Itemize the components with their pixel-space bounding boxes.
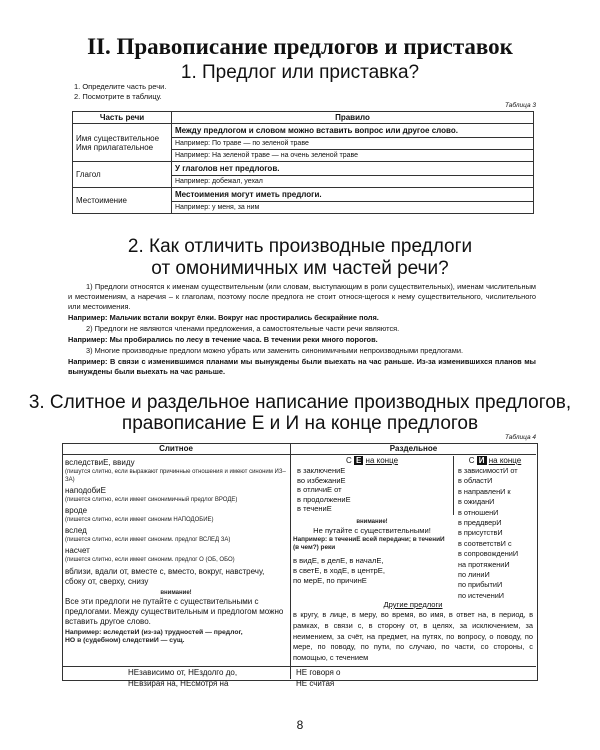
right-example: Например: в течениЕ всей передачи; в течениИ (в чем?) реки bbox=[293, 536, 445, 551]
left-adverbs: вблизи, вдали от, вместе с, вместо, вокруг, навстречу, сбоку от, сверху, снизу bbox=[65, 567, 265, 586]
i-word: в ожиданИ bbox=[458, 497, 495, 507]
page-number: 8 bbox=[296, 718, 304, 732]
other-prepositions: в кругу, в лице, в меру, во время, во имя, в ответ на, в период, в рамках, в связи с, в сторону от, в целях, за исключением, за неимением, за счёт, на предмет, на путях, по вопросу, о поводу, по мере, по поводу, по пути, по случаю, по части, со стороны, с помощью, с течением bbox=[293, 610, 533, 663]
section2-example: Например: В связи с изменившимся планами мы вынуждены были выехать на час раньше. Из-за изменившихся планов мы вынуждены были выехать на час раньше. bbox=[68, 357, 536, 376]
table-row bbox=[73, 162, 534, 188]
right-warning-block bbox=[293, 518, 451, 586]
right-nouns: в светЕ, в ходЕ, в центрЕ, bbox=[293, 566, 385, 575]
left-warning: Все эти предлоги не путайте с существительными с предлогами. Между существительным и предлогом можно вставить другое слово. bbox=[65, 597, 284, 626]
section2-title-line1: 2. Как отличить производные предлоги bbox=[127, 236, 473, 257]
e-header-suffix: на конце bbox=[365, 456, 399, 465]
i-header-letter: И bbox=[478, 456, 485, 465]
right-attention: внимание! bbox=[356, 519, 388, 525]
e-word: в продолжениЕ bbox=[297, 494, 351, 504]
left-word: наподобиЕ bbox=[65, 486, 106, 495]
section3-title-line2: правописание Е и И на конце предлогов bbox=[121, 413, 479, 434]
right-nouns: в видЕ, в делЕ, в началЕ, bbox=[293, 556, 384, 565]
right-warning: Не путайте с существительными! bbox=[313, 526, 431, 535]
bottom-right-line: НЕ считая bbox=[296, 679, 335, 688]
table3-example: Например: у меня, за ним bbox=[175, 204, 260, 211]
i-word: по прибытиИ bbox=[458, 580, 503, 590]
e-word: в отличиЕ от bbox=[297, 485, 342, 494]
table-row bbox=[73, 188, 534, 214]
table4-bottom-divider bbox=[62, 666, 536, 667]
i-word: в сопровождениИ bbox=[458, 549, 519, 559]
table3-rule: Между предлогом и словом можно вставить вопрос или другое слово. bbox=[172, 124, 533, 138]
section2-example: Например: Мы пробирались по лесу в течение часа. В течении реки много порогов. bbox=[68, 335, 378, 344]
table3-rule-cell bbox=[172, 124, 534, 162]
section1-title: 1. Предлог или приставка? bbox=[180, 62, 420, 83]
i-word: в соответствИ с bbox=[458, 538, 512, 548]
other-prepositions-block bbox=[293, 600, 533, 664]
table3-rule-cell bbox=[172, 162, 534, 188]
section2-body bbox=[68, 282, 536, 378]
e-header-prefix: С bbox=[345, 456, 352, 465]
table3-example: Например: добежал, уехал bbox=[175, 178, 263, 185]
left-word: насчет bbox=[65, 546, 90, 555]
table3-example: Например: По траве — по зеленой траве bbox=[172, 138, 533, 150]
left-word: вслед bbox=[65, 526, 87, 535]
i-ending-box bbox=[454, 456, 536, 601]
section2-paragraph: 3) Многие производные предлоги можно убрать или заменить синонимичными непроизводными предлогами. bbox=[86, 346, 464, 355]
table3 bbox=[72, 111, 534, 214]
left-note: (пишется слитно, если имеет синоним НАПОДОБИЕ) bbox=[65, 517, 214, 523]
table3-rule: У глаголов нет предлогов. bbox=[172, 162, 533, 176]
i-word: в преддверИ bbox=[458, 518, 502, 528]
table3-example: Например: На зеленой траве — на очень зеленой траве bbox=[175, 152, 359, 159]
e-word: во избежаниЕ bbox=[297, 475, 346, 485]
i-word: в направленИ к bbox=[458, 486, 511, 496]
i-word: в присутствИ bbox=[458, 528, 503, 538]
left-note: (пишется слитно, если имеет синоним. предлог ВСЛЕД ЗА) bbox=[65, 537, 231, 543]
table3-part: Имя существительное Имя прилагательное bbox=[73, 124, 172, 162]
instruction-2: 2. Посмотрите в таблицу. bbox=[74, 92, 162, 101]
other-prepositions-title: Другие предлоги bbox=[383, 600, 443, 609]
i-word: в зависимостИ от bbox=[458, 466, 518, 475]
i-header-prefix: С bbox=[468, 456, 475, 465]
section2-paragraph: 1) Предлоги относятся к именам существительным (или словам, выступающим в роли существительных), именам числительным и местоимениям, а наречия – к глаголам, поэтому после предлога не стоит относя-щегося к нему существительного, числительного или местоимения. bbox=[68, 282, 536, 311]
table4-header-right: Раздельное bbox=[291, 443, 536, 455]
section2-title-line2: от омонимичных им частей речи? bbox=[151, 258, 449, 279]
e-ending-header bbox=[291, 456, 453, 466]
i-word: на протяжениИ bbox=[458, 559, 510, 569]
section3-title-line1: 3. Слитное и раздельное написание производных предлогов, bbox=[28, 392, 572, 413]
table3-caption: Таблица 3 bbox=[504, 102, 536, 109]
right-nouns: по мерЕ, по причинЕ bbox=[293, 576, 367, 585]
i-header-suffix: на конце bbox=[488, 456, 522, 465]
table3-header-rule: Правило bbox=[172, 112, 534, 124]
e-header-letter: Е bbox=[355, 456, 362, 465]
table3-rule-cell bbox=[172, 188, 534, 214]
i-word: в отношенИ bbox=[458, 507, 499, 517]
left-word: вроде bbox=[65, 506, 88, 515]
left-example: НО в (судебном) следствиИ — сущ. bbox=[65, 637, 185, 644]
table4-left-column bbox=[65, 458, 287, 645]
left-attention: внимание! bbox=[160, 590, 192, 596]
left-note: (пишется слитно, если имеет синоним. предлог О (ОБ, ОБО) bbox=[65, 557, 235, 563]
table3-rule: Местоимения могут иметь предлоги. bbox=[172, 188, 533, 202]
i-ending-header bbox=[454, 456, 536, 466]
table3-header-part: Часть речи bbox=[73, 112, 172, 124]
section2-example: Например: Мальчик встали вокруг ёлки. Вокруг нас простирались бескрайние поля. bbox=[68, 313, 379, 322]
table3-part: Глагол bbox=[73, 162, 172, 188]
table3-part: Местоимение bbox=[73, 188, 172, 214]
left-note: (пишется слитно, если имеет синонимичный предлог ВРОДЕ) bbox=[65, 497, 238, 503]
left-example: Например: вследствИ (из-за) трудностей — предлог, bbox=[65, 629, 243, 636]
section2-paragraph: 2) Предлоги не являются членами предложения, а самостоятельные части речи являются. bbox=[86, 324, 400, 333]
i-word: по линиИ bbox=[458, 570, 490, 580]
i-word: в областИ bbox=[458, 476, 493, 486]
bottom-left-line: НЕзависимо от, НЕздолго до, bbox=[128, 668, 238, 677]
i-word: по истечениИ bbox=[458, 590, 505, 600]
bottom-right-line: НЕ говоря о bbox=[296, 668, 341, 677]
left-word: вследствиЕ, ввиду bbox=[65, 458, 135, 467]
instruction-1: 1. Определите часть речи. bbox=[74, 82, 167, 91]
table-row bbox=[73, 124, 534, 162]
left-note: (пишутся слитно, если выражают причинные отношения и имеют синоним ИЗ–ЗА) bbox=[65, 469, 286, 483]
e-ending-box bbox=[291, 456, 454, 515]
table4-header-left: Слитное bbox=[62, 443, 290, 455]
page-title: II. Правописание предлогов и приставок bbox=[87, 34, 513, 59]
bottom-left-line: НЕвзирая на, НЕсмотря на bbox=[128, 679, 229, 688]
e-word: в течениЕ bbox=[297, 504, 332, 513]
table4-caption: Таблица 4 bbox=[504, 434, 536, 441]
e-word: в заключениЕ bbox=[297, 466, 346, 475]
